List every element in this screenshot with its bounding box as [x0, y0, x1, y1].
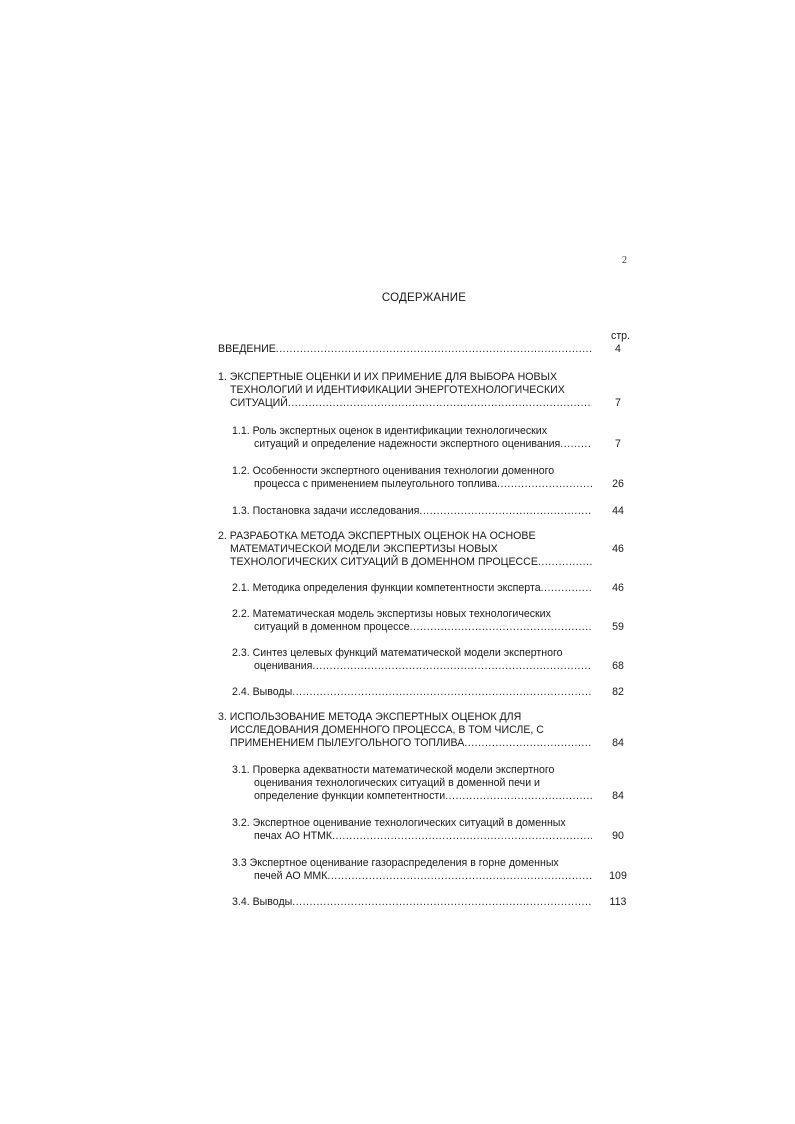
toc-entry	[232, 608, 630, 634]
table-of-contents	[218, 330, 630, 909]
toc-entry-page: 7	[615, 397, 621, 409]
leader-dots	[276, 343, 592, 356]
toc-entry-text: 3.3 Экспертное оценивание газораспределения в горне доменных	[232, 857, 559, 869]
toc-entry-text: 1. ЭКСПЕРТНЫЕ ОЦЕНКИ И ИХ ПРИМЕНИЕ ДЛЯ ВЫБОРА НОВЫХ	[218, 371, 558, 383]
toc-entry	[232, 857, 630, 883]
toc-entry	[232, 505, 630, 518]
toc-header	[218, 330, 630, 342]
toc-entry	[232, 896, 630, 909]
toc-entry-text: ТЕХНОЛОГИЧЕСКИХ СИТУАЦИЙ В ДОМЕННОМ ПРОЦЕССЕ	[230, 556, 538, 568]
leader-dots	[445, 790, 592, 803]
toc-entry	[218, 343, 630, 356]
toc-entry-text: ИССЛЕДОВАНИЯ ДОМЕННОГО ПРОЦЕССА, В ТОМ ЧИСЛЕ, С	[230, 724, 544, 736]
toc-entry-text: 3. ИСПОЛЬЗОВАНИЕ МЕТОДА ЭКСПЕРТНЫХ ОЦЕНОК ДЛЯ	[218, 711, 522, 723]
leader-dots	[541, 582, 592, 595]
toc-entry-page: 46	[612, 582, 624, 594]
toc-entry-text: печей АО ММК	[254, 870, 328, 882]
toc-entry	[218, 530, 630, 569]
toc-entry-text: МАТЕМАТИЧЕСКОЙ МОДЕЛИ ЭКСПЕРТИЗЫ НОВЫХ	[230, 543, 498, 555]
toc-entry	[232, 686, 630, 699]
toc-entry-page: 84	[612, 790, 624, 802]
toc-entry-page: 113	[609, 896, 627, 908]
toc-entry-text: оценивания	[254, 660, 313, 672]
toc-entry-text: 1.1. Роль экспертных оценок в идентификации технологических	[232, 425, 548, 437]
toc-entry-page: 44	[612, 505, 624, 517]
toc-entry-page: 84	[612, 737, 624, 749]
leader-dots	[419, 505, 592, 518]
leader-dots	[538, 556, 592, 569]
toc-entry-text: 1.2. Особенности экспертного оценивания технологии доменного	[232, 465, 555, 477]
leader-dots	[292, 896, 592, 909]
toc-entry-text: ПРИМЕНЕНИЕМ ПЫЛЕУГОЛЬНОГО ТОПЛИВА	[230, 737, 465, 749]
leader-dots	[327, 870, 592, 883]
toc-entry-text: 2.2. Математическая модель экспертизы новых технологических	[232, 608, 551, 620]
leader-dots	[312, 660, 592, 673]
toc-entry-text: 3.4. Выводы	[232, 896, 293, 908]
leader-dots	[560, 438, 592, 451]
toc-entry-text: печах АО НТМК	[254, 830, 333, 842]
toc-entry	[232, 425, 630, 451]
toc-entry-page: 4	[615, 343, 621, 355]
leader-dots	[332, 830, 592, 843]
toc-entry-text: ситуаций в доменном процессе	[254, 621, 410, 633]
toc-entry-page: 68	[612, 660, 624, 672]
toc-entry-text: 1.3. Постановка задачи исследования	[232, 505, 420, 517]
toc-entry-text: 3.1. Проверка адекватности математической модели экспертного	[232, 764, 555, 776]
toc-entry	[218, 711, 630, 750]
toc-entry-page: 82	[612, 686, 624, 698]
toc-entry-page: 59	[612, 621, 624, 633]
page-column-label: стр.	[611, 330, 630, 342]
toc-entry-text: 2.4. Выводы	[232, 686, 293, 698]
toc-entry	[232, 465, 630, 491]
toc-entry-page: 26	[612, 478, 624, 490]
toc-entry	[232, 764, 630, 803]
leader-dots	[464, 737, 592, 750]
toc-entry-text: процесса с применением пылеугольного топлива	[254, 478, 498, 490]
toc-entry	[232, 582, 630, 595]
toc-entry-text: СИТУАЦИЙ	[230, 397, 288, 409]
toc-entry-text: 2.3. Синтез целевых функций математической модели экспертного	[232, 647, 563, 659]
page-number: 2	[622, 255, 627, 266]
leader-dots	[410, 621, 592, 634]
toc-entry-text: 2. РАЗРАБОТКА МЕТОДА ЭКСПЕРТНЫХ ОЦЕНОК НА ОСНОВЕ	[218, 530, 536, 542]
toc-entry	[232, 817, 630, 843]
toc-entry-text: ситуаций и определение надежности экспертного оценивания	[254, 438, 561, 450]
toc-entry	[232, 647, 630, 673]
toc-entry-text: 2.1. Методика определения функции компетентности эксперта	[232, 582, 541, 594]
toc-entry-text: ТЕХНОЛОГИЙ И ИДЕНТИФИКАЦИИ ЭНЕРГОТЕХНОЛОГИЧЕСКИХ	[230, 384, 565, 396]
toc-entry-page: 90	[612, 830, 624, 842]
leader-dots	[292, 686, 592, 699]
toc-title: СОДЕРЖАНИЕ	[381, 292, 467, 304]
toc-entry	[218, 371, 630, 410]
toc-entry-page: 7	[615, 438, 621, 450]
toc-entry-text: оценивания технологических ситуаций в доменной печи и	[254, 777, 540, 789]
toc-entry-text: 3.2. Экспертное оценивание технологических ситуаций в доменных	[232, 817, 566, 829]
toc-entry-text: определение функции компетентности	[254, 790, 446, 802]
leader-dots	[288, 397, 592, 410]
leader-dots	[497, 478, 592, 491]
toc-entry-page: 46	[612, 543, 624, 555]
toc-entry-page: 109	[609, 870, 627, 882]
toc-entry-text: ВВЕДЕНИЕ	[218, 343, 276, 355]
